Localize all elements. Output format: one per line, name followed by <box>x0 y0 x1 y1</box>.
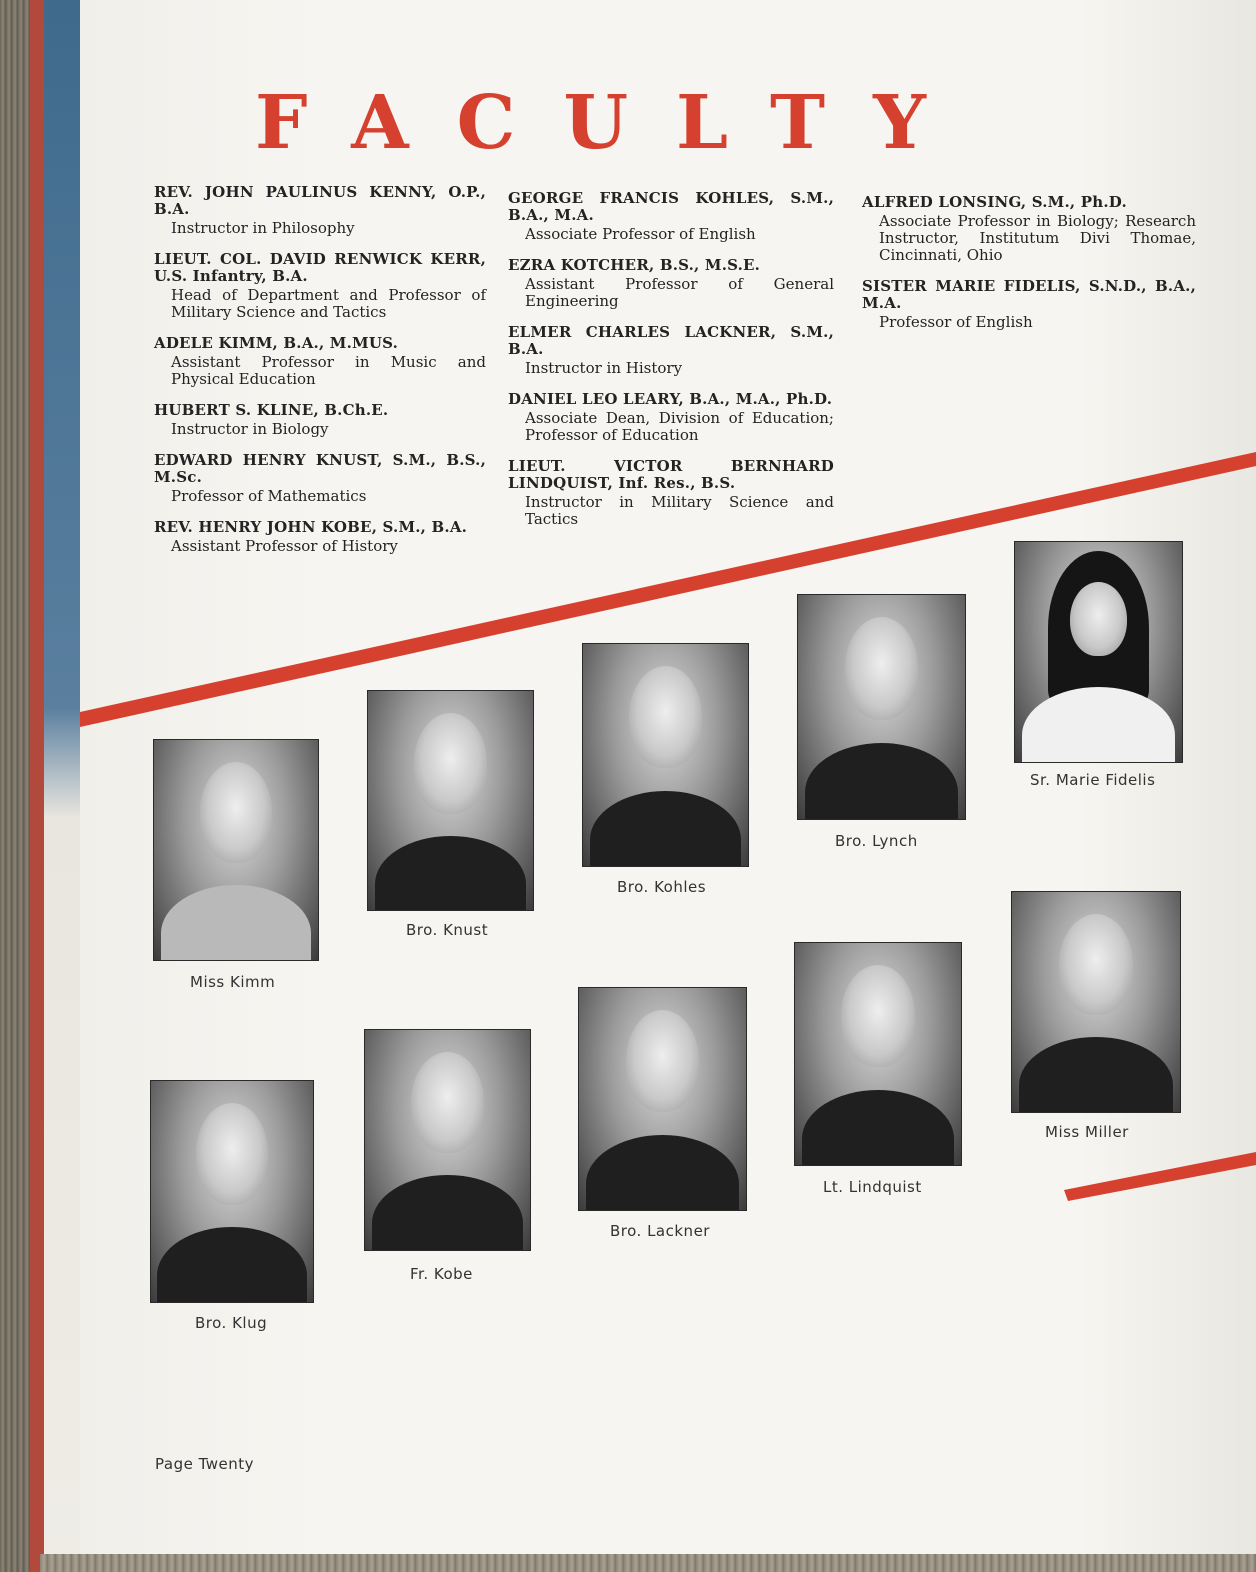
faculty-column-1 <box>154 184 486 569</box>
portrait-body <box>802 1090 955 1166</box>
faculty-entry <box>508 458 834 528</box>
faculty-entry <box>508 324 834 377</box>
faculty-role: Instructor in Military Science and Tactics <box>525 493 834 528</box>
faculty-role: Associate Professor of English <box>525 225 756 243</box>
portrait-body <box>161 885 312 961</box>
faculty-entry <box>508 190 834 243</box>
page-title: FACULTY <box>255 80 974 166</box>
portrait-caption: Fr. Kobe <box>410 1265 473 1283</box>
faculty-name: GEORGE FRANCIS KOHLES, S.M., B.A., M.A. <box>508 189 834 224</box>
faculty-role: Assistant Professor of General Engineering <box>525 275 834 310</box>
faculty-name: ALFRED LONSING, S.M., Ph.D. <box>862 193 1127 211</box>
faculty-entry <box>862 278 1196 331</box>
portrait-body <box>805 743 959 820</box>
portrait-head <box>845 617 918 720</box>
portrait-caption: Bro. Knust <box>406 921 489 939</box>
faculty-entry <box>862 194 1196 264</box>
faculty-name: HUBERT S. KLINE, B.Ch.E. <box>154 401 389 419</box>
faculty-name: REV. JOHN PAULINUS KENNY, O.P., B.A. <box>154 183 486 218</box>
faculty-name: DANIEL LEO LEARY, B.A., M.A., Ph.D. <box>508 390 833 408</box>
portrait-photo-lynch <box>797 594 966 820</box>
faculty-name: SISTER MARIE FIDELIS, S.N.D., B.A., M.A. <box>862 277 1196 312</box>
portrait-caption: Miss Miller <box>1045 1123 1129 1141</box>
faculty-role: Associate Professor in Biology; Research Instructor, Institutum Divi Thomae, Cincinnati, Ohio <box>879 212 1196 264</box>
portrait-photo-miller <box>1011 891 1181 1113</box>
portrait-caption: Bro. Lackner <box>610 1222 710 1240</box>
lower-diagonal-stripe <box>1064 1152 1256 1201</box>
portrait-photo-kobe <box>364 1029 531 1251</box>
faculty-entry <box>154 251 486 321</box>
portrait-caption: Sr. Marie Fidelis <box>1030 771 1156 789</box>
portrait-photo-klug <box>150 1080 314 1303</box>
faculty-role: Professor of English <box>879 313 1033 331</box>
faculty-column-2 <box>508 190 834 542</box>
faculty-role: Assistant Professor in Music and Physical Education <box>171 353 486 388</box>
page-number: Page Twenty <box>155 1455 255 1473</box>
faculty-column-3 <box>862 194 1196 345</box>
faculty-entry <box>154 402 486 438</box>
portrait-photo-lindquist <box>794 942 962 1166</box>
portrait-body <box>372 1175 524 1251</box>
portrait-caption: Miss Kimm <box>190 973 276 991</box>
faculty-role: Instructor in Biology <box>171 420 329 438</box>
portrait-head <box>1059 914 1133 1015</box>
faculty-role: Head of Department and Professor of Military Science and Tactics <box>171 286 486 321</box>
portrait-head <box>414 713 487 814</box>
portrait-head <box>200 762 272 863</box>
faculty-name: LIEUT. COL. DAVID RENWICK KERR, U.S. Infantry, B.A. <box>154 250 486 285</box>
portrait-caption: Bro. Klug <box>195 1314 268 1332</box>
portrait-head <box>1070 582 1127 657</box>
faculty-name: ELMER CHARLES LACKNER, S.M., B.A. <box>508 323 834 358</box>
portrait-head <box>626 1010 699 1112</box>
portrait-body <box>586 1135 740 1211</box>
faculty-entry <box>154 335 486 388</box>
portrait-caption: Lt. Lindquist <box>823 1178 922 1196</box>
faculty-entry <box>508 391 834 444</box>
faculty-name: EZRA KOTCHER, B.S., M.S.E. <box>508 256 761 274</box>
faculty-role: Professor of Mathematics <box>171 487 367 505</box>
portrait-photo-fidelis <box>1014 541 1183 763</box>
portrait-head <box>411 1052 484 1153</box>
portrait-body <box>157 1227 306 1303</box>
portrait-head <box>196 1103 267 1205</box>
faculty-name: ADELE KIMM, B.A., M.MUS. <box>154 334 399 352</box>
faculty-entry <box>508 257 834 310</box>
portrait-head <box>841 965 914 1067</box>
portrait-body <box>1022 687 1176 763</box>
portrait-photo-kimm <box>153 739 319 961</box>
faculty-name: REV. HENRY JOHN KOBE, S.M., B.A. <box>154 518 468 536</box>
portrait-caption: Bro. Lynch <box>835 832 918 850</box>
faculty-entry <box>154 452 486 505</box>
portrait-photo-knust <box>367 690 534 911</box>
portrait-caption: Bro. Kohles <box>617 878 707 896</box>
faculty-entry <box>154 519 486 555</box>
portrait-body <box>1019 1037 1174 1113</box>
faculty-entry <box>154 184 486 237</box>
faculty-role: Assistant Professor of History <box>171 537 398 555</box>
portrait-head <box>629 666 702 768</box>
portrait-body <box>375 836 527 911</box>
faculty-name: EDWARD HENRY KNUST, S.M., B.S., M.Sc. <box>154 451 486 486</box>
portrait-photo-lackner <box>578 987 747 1211</box>
faculty-name: LIEUT. VICTOR BERNHARD LINDQUIST, Inf. Res., B.S. <box>508 457 834 492</box>
faculty-role: Instructor in Philosophy <box>171 219 355 237</box>
faculty-role: Associate Dean, Division of Education; Professor of Education <box>525 409 834 444</box>
faculty-role: Instructor in History <box>525 359 683 377</box>
portrait-photo-kohles <box>582 643 749 867</box>
portrait-body <box>590 791 742 867</box>
